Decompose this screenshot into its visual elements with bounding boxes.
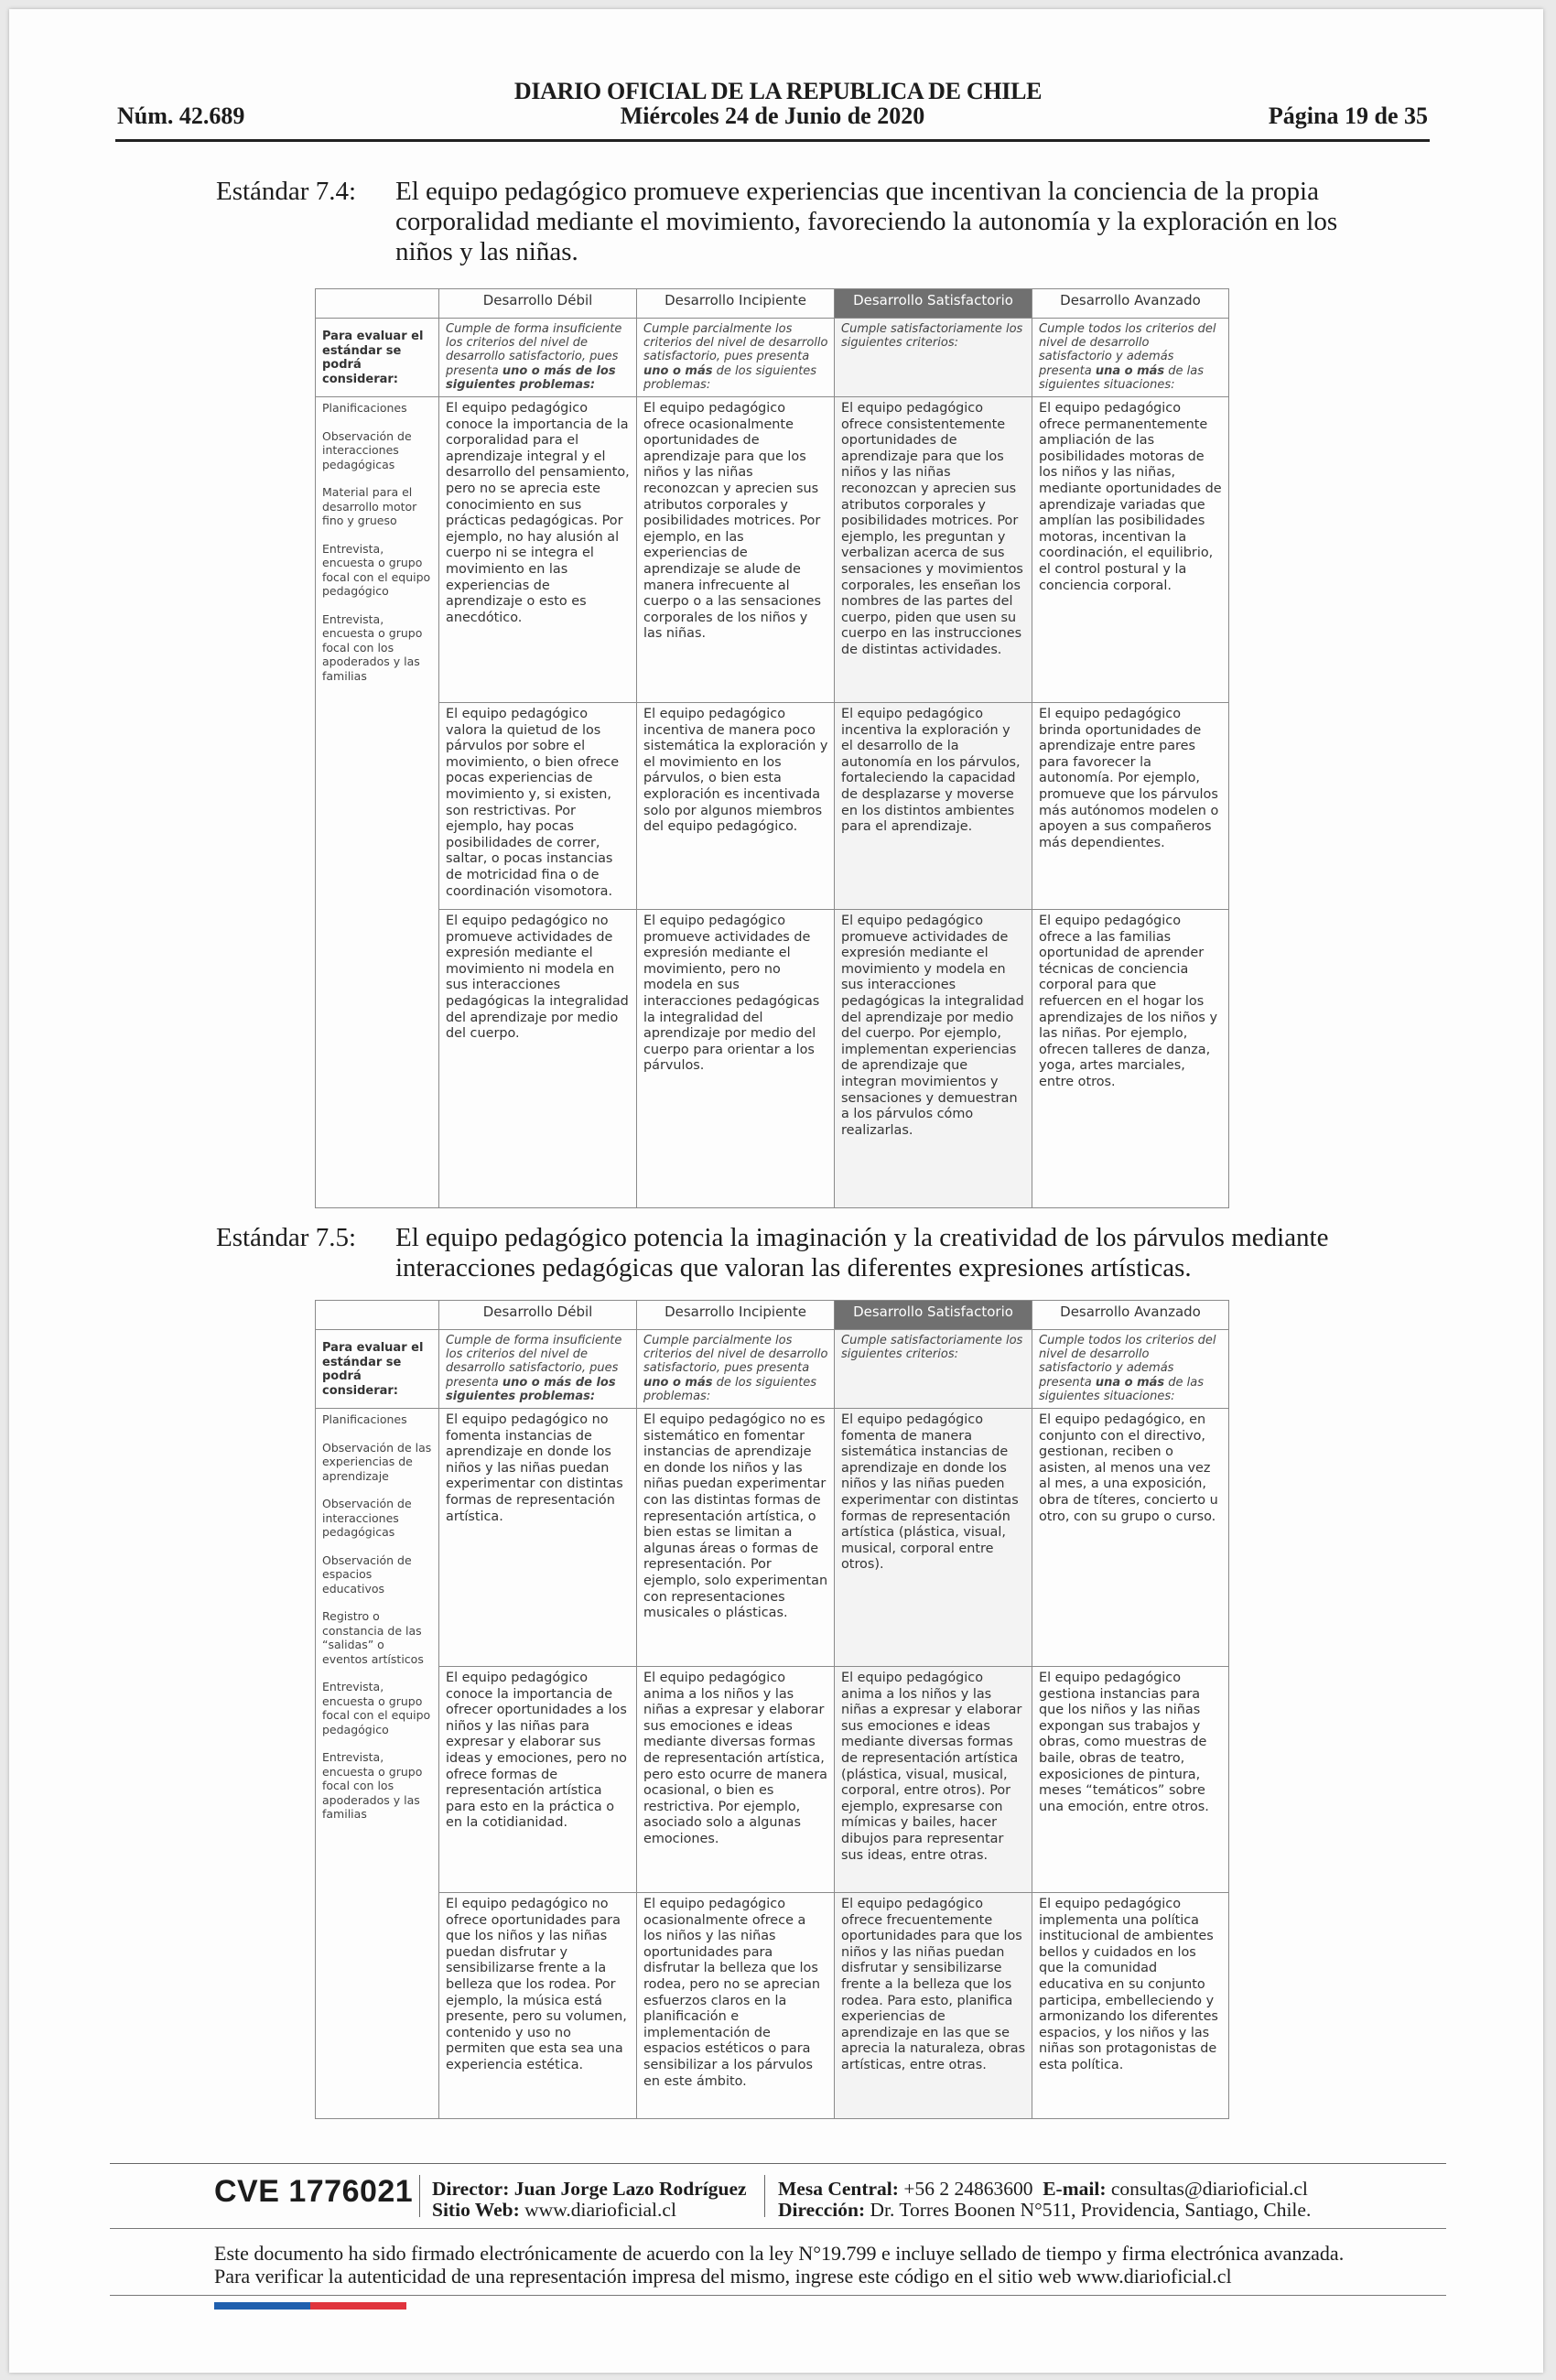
header-row	[117, 103, 1428, 134]
cell-incipiente: El equipo pedagógico no es sistemático en fomentar instancias de aprendizaje en donde los niños y las niñas puedan experimentar con las distintas formas de representación artística, o bien estas se limitan a algunas áreas o formas de representación. Por ejemplo, solo experimentan con representaciones musicales o plásticas.	[637, 1409, 835, 1667]
instrument-item: Observación de interacciones pedagógicas	[322, 1497, 412, 1539]
instrument-item: Entrevista, encuesta o grupo focal con el equipo pedagógico	[322, 541, 431, 598]
column-header-satisfactorio: Desarrollo Satisfactorio	[835, 1301, 1032, 1330]
page-number: Página 19 de 35	[1268, 103, 1428, 129]
instrument-item: Observación de espacios educativos	[322, 1552, 412, 1596]
standard-label: Estándar 7.5:	[216, 1223, 357, 1252]
footer-director-block: Director: Juan Jorge Lazo Rodríguez Sitio Web: www.diarioficial.cl	[432, 2178, 747, 2221]
footer-separator	[419, 2175, 420, 2217]
corner-cell	[316, 1301, 439, 1330]
flag-segment	[359, 2302, 407, 2310]
cell-debil: El equipo pedagógico conoce la importancia de ofrecer oportunidades a los niños y las niñas para expresar y elaborar sus ideas y emociones, pero no ofrece formas de representación artística para esto en la práctica o en la cotidianidad.	[439, 1667, 637, 1893]
column-header-avanzado: Desarrollo Avanzado	[1032, 289, 1229, 319]
phone-number: +56 2 24863600	[903, 2178, 1033, 2200]
table-row	[316, 910, 1229, 1208]
instrument-item: Registro o constancia de las “salidas” o eventos artísticos	[322, 1609, 424, 1666]
cell-satisfactorio: El equipo pedagógico ofrece frecuentemente oportunidades para que los niños y las niñas puedan disfrutar y sensibilizarse frente a la belleza que los rodea. Para esto, planifica experiencias de aprendizaje en las que se aprecia la naturaleza, obras artísticas, entre otras.	[835, 1893, 1032, 2119]
cell-satisfactorio: El equipo pedagógico ofrece consistentemente oportunidades de aprendizaje para que los niños y las niñas reconozcan y aprecien sus atributos corporales y posibilidades motrices. Por ejemplo, les preguntan y verbalizan acerca de sus sensaciones y movimientos corporales, les enseñan los nombres de las partes del cuerpo, piden que usen su cuerpo en las instrucciones de distintas actividades.	[835, 397, 1032, 703]
footer-contact-block: Mesa Central: +56 2 24863600 E-mail: consultas@diarioficial.cl Dirección: Dr. Torres Boonen N°511, Providencia, Santiago, Chile.	[778, 2178, 1312, 2221]
column-header-incipiente: Desarrollo Incipiente	[637, 289, 835, 319]
column-header-avanzado: Desarrollo Avanzado	[1032, 1301, 1229, 1330]
criteria-incipiente: Cumple parcialmente los criterios del nivel de desarrollo satisfactorio, pues presenta uno o más de los siguientes problemas:	[637, 1330, 835, 1409]
eval-label: Para evaluar el estándar se podrá considerar:	[316, 1330, 439, 1409]
cve-code: CVE 1776021	[214, 2174, 414, 2209]
newspaper-title: DIARIO OFICIAL DE LA REPUBLICA DE CHILE	[513, 78, 1043, 104]
footer-rule	[110, 2163, 1446, 2164]
table-row	[316, 703, 1229, 910]
cell-satisfactorio: El equipo pedagógico incentiva la exploración y el desarrollo de la autonomía en los párvulos, fortaleciendo la capacidad de desplazarse y moverse en los distintos ambientes para el aprendizaje.	[835, 703, 1032, 910]
address: Dr. Torres Boonen N°511, Providencia, Santiago, Chile.	[870, 2199, 1312, 2221]
flag-segment	[310, 2302, 359, 2310]
cell-avanzado: El equipo pedagógico, en conjunto con el directivo, gestionan, reciben o asisten, al menos una vez al mes, a una exposición, obra de títeres, concierto u otro, con su grupo o curso.	[1032, 1409, 1229, 1667]
footer-rule	[110, 2295, 1446, 2296]
cell-satisfactorio: El equipo pedagógico fomenta de manera sistemática instancias de aprendizaje en donde los niños y las niñas pueden experimentar con distintas formas de representación artística (plástica, visual, musical, corporal entre otros).	[835, 1409, 1032, 1667]
cell-debil: El equipo pedagógico no fomenta instancias de aprendizaje en donde los niños y las niñas puedan experimentar con distintas formas de representación artística.	[439, 1409, 637, 1667]
instruments-cell	[316, 397, 439, 1208]
column-header-debil: Desarrollo Débil	[439, 1301, 637, 1330]
cell-avanzado: El equipo pedagógico ofrece permanentemente ampliación de las posibilidades motoras de los niños y las niñas, mediante oportunidades de aprendizaje variadas que amplían las posibilidades motoras, incentivan la coordinación, el equilibrio, el control postural y la conciencia corporal.	[1032, 397, 1229, 703]
criteria-incipiente: Cumple parcialmente los criterios del nivel de desarrollo satisfactorio, pues presenta uno o más de los siguientes problemas:	[637, 319, 835, 397]
cell-satisfactorio: El equipo pedagógico anima a los niños y las niñas a expresar y elaborar sus emociones e ideas mediante diversas formas de representación artística (plástica, visual, musical, corporal, entre otros). Por ejemplo, expresarse con mímicas y bailes, hacer dibujos para representar sus ideas, entre otras.	[835, 1667, 1032, 1893]
cell-avanzado: El equipo pedagógico gestiona instancias para que los niños y las niñas expongan sus trabajos y obras, como muestras de baile, obras de teatro, exposiciones de pintura, meses “temáticos” sobre una emoción, entre otros.	[1032, 1667, 1229, 1893]
footer-rule	[110, 2228, 1446, 2229]
standard-text: El equipo pedagógico potencia la imaginación y la creatividad de los párvulos mediante interacciones pedagógicas que valoran las diferentes expresiones artísticas.	[395, 1223, 1329, 1282]
instrument-item: Observación de interacciones pedagógicas	[322, 428, 412, 471]
issue-date: Miércoles 24 de Junio de 2020	[620, 103, 925, 129]
instrument-item: Entrevista, encuesta o grupo focal con los apoderados y las familias	[322, 1750, 423, 1821]
column-header-debil: Desarrollo Débil	[439, 289, 637, 319]
email-link[interactable]: consultas@diarioficial.cl	[1110, 2178, 1308, 2200]
cell-incipiente: El equipo pedagógico ocasionalmente ofrece a los niños y las niñas oportunidades para disfrutar la belleza que los rodea, pero no se aprecian esfuerzos claros en la planificación e implementación de espacios estéticos o para sensibilizar a los párvulos en este ámbito.	[637, 1893, 835, 2119]
legal-notice: Este documento ha sido firmado electrónicamente de acuerdo con la ley N°19.799 e incluye sellado de tiempo y firma electrónica avanzada. Para verificar la autenticidad de una representación impresa del mismo, ingrese este código en el sitio web www.diarioficial.cl	[214, 2242, 1345, 2288]
instruments-cell	[316, 1409, 439, 2119]
criteria-debil: Cumple de forma insuficiente los criterios del nivel de desarrollo satisfactorio, pues presenta uno o más de los siguientes problemas:	[439, 319, 637, 397]
cell-incipiente: El equipo pedagógico promueve actividades de expresión mediante el movimiento, pero no modela en sus interacciones pedagógicas la integralidad del aprendizaje por medio del cuerpo para orientar a los párvulos.	[637, 910, 835, 1208]
flag-stripe	[214, 2302, 406, 2310]
instrument-item: Entrevista, encuesta o grupo focal con los apoderados y las familias	[322, 611, 423, 683]
cell-avanzado: El equipo pedagógico ofrece a las familias oportunidad de aprender técnicas de conciencia corporal para que refuercen en el hogar los aprendizajes de los niños y las niñas. Por ejemplo, ofrecen talleres de danza, yoga, artes marciales, entre otros.	[1032, 910, 1229, 1208]
table-row	[316, 1893, 1229, 2119]
flag-segment	[214, 2302, 263, 2310]
instrument-item: Material para el desarrollo motor fino y grueso	[322, 485, 417, 527]
criteria-satisfactorio: Cumple satisfactoriamente los siguientes criterios:	[835, 319, 1032, 397]
cell-avanzado: El equipo pedagógico implementa una política institucional de ambientes bellos y cuidados en los que la comunidad educativa en su conjunto participa, embelleciendo y armonizando los diferentes espacios, y los niños y las niñas son protagonistas de esta política.	[1032, 1893, 1229, 2119]
website-link[interactable]: www.diarioficial.cl	[524, 2199, 676, 2221]
cell-debil: El equipo pedagógico conoce la importancia de la corporalidad para el aprendizaje integral y el desarrollo del pensamiento, pero no se aprecia este conocimiento en sus prácticas pedagógicas. Por ejemplo, no hay alusión al cuerpo ni se integra el movimiento en las experiencias de aprendizaje o esto es anecdótico.	[439, 397, 637, 703]
table-row	[316, 397, 1229, 703]
rubric-table-7-5	[315, 1300, 1229, 2119]
cell-avanzado: El equipo pedagógico brinda oportunidades de aprendizaje entre pares para favorecer la autonomía. Por ejemplo, promueve que los párvulos más autónomos modelen o apoyen a sus compañeros más dependientes.	[1032, 703, 1229, 910]
criteria-debil: Cumple de forma insuficiente los criterios del nivel de desarrollo satisfactorio, pues presenta uno o más de los siguientes problemas:	[439, 1330, 637, 1409]
standard-label: Estándar 7.4:	[216, 177, 357, 206]
rubric-table-7-4	[315, 288, 1229, 1208]
instrument-item: Observación de las experiencias de aprendizaje	[322, 1440, 432, 1483]
instrument-item: Planificaciones	[322, 1412, 407, 1426]
footer-separator	[764, 2175, 765, 2217]
cell-debil: El equipo pedagógico valora la quietud de los párvulos por sobre el movimiento, o bien ofrece pocas experiencias de movimiento y, si existen, son restrictivas. Por ejemplo, hay pocas posibilidades de correr, saltar, o pocas instancias de motricidad fina o de coordinación visomotora.	[439, 703, 637, 910]
cell-incipiente: El equipo pedagógico ofrece ocasionalmente oportunidades de aprendizaje para que los niños y las niñas reconozcan y aprecien sus atributos corporales y posibilidades motrices. Por ejemplo, en las experiencias de aprendizaje se alude de manera infrecuente al cuerpo o a las sensaciones corporales de los niños y las niñas.	[637, 397, 835, 703]
cell-incipiente: El equipo pedagógico anima a los niños y las niñas a expresar y elaborar sus emociones e ideas mediante diversas formas de representación artística, pero esto ocurre de manera ocasional, o bien es restrictiva. Por ejemplo, asociado solo a algunas emociones.	[637, 1667, 835, 1893]
column-header-satisfactorio: Desarrollo Satisfactorio	[835, 289, 1032, 319]
criteria-avanzado: Cumple todos los criterios del nivel de desarrollo satisfactorio y además presenta una o más de las siguientes situaciones:	[1032, 1330, 1229, 1409]
instrument-item: Planificaciones	[322, 401, 407, 415]
cell-debil: El equipo pedagógico no ofrece oportunidades para que los niños y las niñas puedan disfrutar y sensibilizarse frente a la belleza que los rodea. Por ejemplo, la música está presente, pero su volumen, contenido y uso no permiten que esta sea una experiencia estética.	[439, 1893, 637, 2119]
instrument-item: Entrevista, encuesta o grupo focal con el equipo pedagógico	[322, 1680, 431, 1736]
flag-segment	[263, 2302, 311, 2310]
column-header-incipiente: Desarrollo Incipiente	[637, 1301, 835, 1330]
criteria-satisfactorio: Cumple satisfactoriamente los siguientes criterios:	[835, 1330, 1032, 1409]
corner-cell	[316, 289, 439, 319]
eval-label: Para evaluar el estándar se podrá considerar:	[316, 319, 439, 397]
issue-number: Núm. 42.689	[117, 103, 245, 129]
header-rule	[115, 139, 1430, 142]
criteria-avanzado: Cumple todos los criterios del nivel de desarrollo satisfactorio y además presenta una o más de las siguientes situaciones:	[1032, 319, 1229, 397]
standard-text: El equipo pedagógico promueve experiencias que incentivan la conciencia de la propia corporalidad mediante el movimiento, favoreciendo la autonomía y la exploración en los niños y las niñas.	[395, 177, 1338, 266]
cell-satisfactorio: El equipo pedagógico promueve actividades de expresión mediante el movimiento y modela en sus interacciones pedagógicas la integralidad del aprendizaje por medio del cuerpo. Por ejemplo, implementan experiencias de aprendizaje que integran movimientos y sensaciones y demuestran a los párvulos cómo realizarlas.	[835, 910, 1032, 1208]
table-row	[316, 1409, 1229, 1667]
table-row	[316, 1667, 1229, 1893]
cell-incipiente: El equipo pedagógico incentiva de manera poco sistemática la exploración y el movimiento en los párvulos, o bien esta exploración es incentivada solo por algunos miembros del equipo pedagógico.	[637, 703, 835, 910]
cell-debil: El equipo pedagógico no promueve actividades de expresión mediante el movimiento ni modela en sus interacciones pedagógicas la integralidad del aprendizaje por medio del cuerpo.	[439, 910, 637, 1208]
director-name: Juan Jorge Lazo Rodríguez	[513, 2178, 747, 2200]
